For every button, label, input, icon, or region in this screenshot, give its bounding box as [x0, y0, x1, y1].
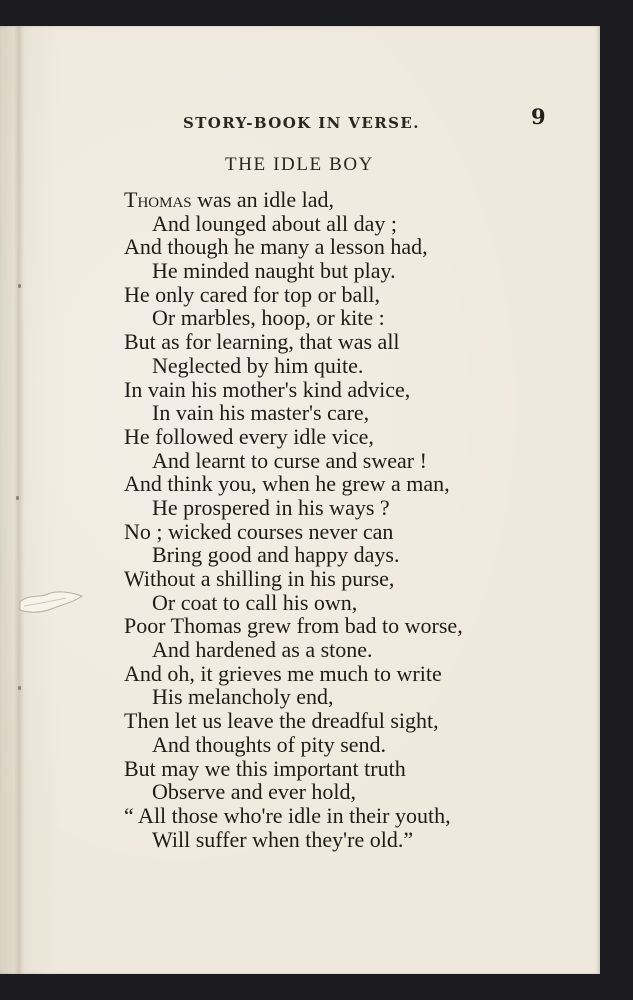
poem-line: And thoughts of pity send. [152, 731, 387, 757]
poem-line: “ All those who're idle in their youth, [124, 802, 451, 828]
poem-line: And think you, when he grew a man, [124, 471, 450, 497]
poem-title: THE IDLE BOY [225, 154, 375, 175]
gutter-fold [14, 26, 24, 974]
poem-line: Poor Thomas grew from bad to worse, [124, 613, 463, 639]
poem-line: In vain his mother's kind advice, [124, 376, 411, 402]
poem-line: No ; wicked courses never can [124, 518, 394, 544]
poem-line: And hardened as a stone. [152, 637, 373, 663]
paper-speck [18, 284, 21, 288]
poem-line: In vain his master's care, [152, 400, 370, 426]
poem-line: He minded naught but play. [152, 258, 396, 284]
poem-line-text: was an idle lad, [191, 187, 334, 212]
paper-speck [16, 496, 19, 500]
poem-line: Observe and ever hold, [152, 779, 357, 805]
poem-first-word: Thomas [124, 187, 192, 212]
poem-line: And oh, it grieves me much to write [124, 660, 442, 686]
page-number: 9 [531, 104, 546, 129]
poem-line: But may we this important truth [124, 755, 406, 781]
poem-body [124, 188, 564, 851]
poem-line: His melancholy end, [152, 684, 334, 710]
poem-line: Without a shilling in his purse, [124, 566, 395, 591]
poem-line: And learnt to curse and swear ! [152, 447, 427, 473]
poem-line: Then let us leave the dreadful sight, [124, 708, 439, 734]
poem-line: Bring good and happy days. [152, 542, 400, 568]
poem-line: He prospered in his ways ? [152, 494, 390, 520]
poem-line: He only cared for top or ball, [124, 281, 380, 307]
poem-line: And lounged about all day ; [152, 210, 398, 236]
poem-line: But as for learning, that was all [124, 329, 400, 355]
poem-line: And though he many a lesson had, [124, 234, 428, 260]
poem-line: Or marbles, hoop, or kite : [152, 305, 385, 331]
poem-line: Neglected by him quite. [152, 352, 364, 378]
running-head: STORY-BOOK IN VERSE. [183, 114, 420, 132]
book-page [0, 26, 600, 974]
paper-tear-mark [18, 588, 84, 618]
paper-speck [18, 686, 21, 690]
poem-line: Will suffer when they're old.” [152, 826, 414, 852]
poem-line [124, 188, 564, 212]
poem-line: He followed every idle vice, [124, 423, 374, 449]
poem-line: Or coat to call his own, [152, 589, 358, 615]
